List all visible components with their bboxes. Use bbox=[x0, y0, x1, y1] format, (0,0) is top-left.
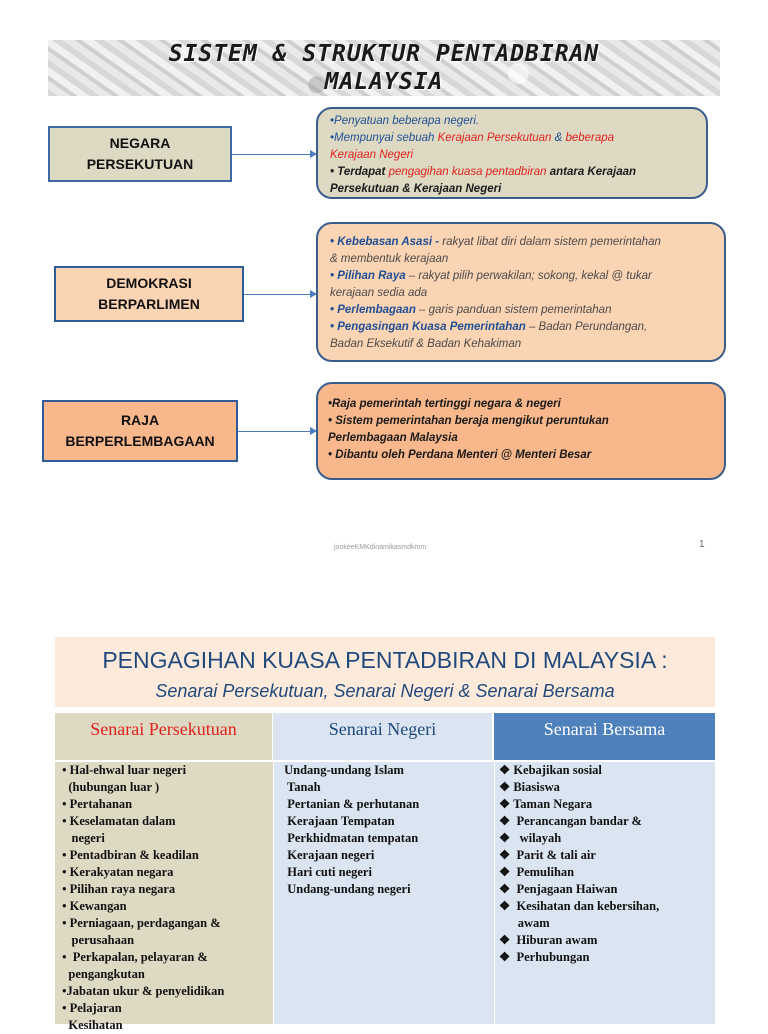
list-item: ❖ Kesihatan dan kebersihan, bbox=[499, 899, 660, 913]
list-item: ❖ Perancangan bandar & bbox=[499, 814, 642, 828]
list-item: Hari cuti negeri bbox=[281, 865, 372, 879]
slide-title-line1: SISTEM & STRUKTUR PENTADBIRAN bbox=[168, 41, 600, 67]
list-item: • Perniagaan, perdagangan & bbox=[59, 916, 221, 930]
box-label: BERPERLEMBAGAAN bbox=[65, 433, 215, 449]
list-item: ❖ wilayah bbox=[499, 831, 562, 845]
desc-line: Persekutuan & Kerajaan Negeri bbox=[330, 183, 502, 195]
page-number: 1 bbox=[699, 539, 705, 550]
list-item: negeri bbox=[59, 831, 105, 845]
list-item: ❖ Perhubungan bbox=[499, 950, 590, 964]
column-list-negeri bbox=[274, 762, 494, 1024]
description-demokrasi-berparlimen bbox=[316, 222, 726, 362]
footer-note: jookeeKMKdinamikasmdkmm bbox=[334, 544, 427, 551]
box-label: DEMOKRASI bbox=[106, 275, 192, 291]
column-list-bersama bbox=[495, 762, 715, 1024]
box-negara-persekutuan bbox=[48, 126, 232, 182]
box-raja-berperlembagaan bbox=[42, 400, 238, 462]
list-item: Perkhidmatan tempatan bbox=[281, 831, 419, 845]
list-item: ❖ Hiburan awam bbox=[499, 933, 598, 947]
list-item: perusahaan bbox=[59, 933, 135, 947]
column-header-persekutuan: Senarai Persekutuan bbox=[55, 713, 273, 760]
desc-line: • Dibantu oleh Perdana Menteri @ Menteri Besar bbox=[328, 449, 592, 461]
column-header-negeri: Senarai Negeri bbox=[273, 713, 493, 760]
desc-line: Kerajaan Negeri bbox=[330, 149, 414, 161]
list-item: Undang-undang negeri bbox=[281, 882, 411, 896]
list-item: Undang-undang Islam bbox=[281, 763, 404, 777]
desc-line: •Raja pemerintah tertinggi negara & negeri bbox=[328, 398, 561, 410]
description-negara-persekutuan bbox=[316, 107, 708, 199]
list-item: (hubungan luar ) bbox=[59, 780, 160, 794]
slide2-header bbox=[55, 637, 715, 707]
list-item: Pertanian & perhutanan bbox=[281, 797, 420, 811]
column-list-persekutuan bbox=[55, 762, 273, 1032]
list-item: Kesihatan bbox=[59, 1018, 123, 1032]
list-item: •Jabatan ukur & penyelidikan bbox=[59, 984, 225, 998]
desc-line: & membentuk kerajaan bbox=[330, 253, 449, 265]
desc-line: Perlembagaan Malaysia bbox=[328, 432, 458, 444]
list-item: Tanah bbox=[281, 780, 321, 794]
slide2-title: PENGAGIHAN KUASA PENTADBIRAN DI MALAYSIA : bbox=[102, 647, 668, 673]
list-item: ❖ Biasiswa bbox=[499, 780, 560, 794]
list-item: ❖ Taman Negara bbox=[499, 797, 593, 811]
list-item: • Kerakyatan negara bbox=[59, 865, 174, 879]
list-item: • Hal-ehwal luar negeri bbox=[59, 763, 187, 777]
desc-line: • Pilihan Raya – rakyat pilih perwakilan; sokong, kekal @ tukar bbox=[330, 270, 652, 282]
list-item: Kerajaan negeri bbox=[281, 848, 375, 862]
list-item: • Kewangan bbox=[59, 899, 127, 913]
desc-line: •Penyatuan beberapa negeri. bbox=[330, 115, 480, 127]
box-demokrasi-berparlimen bbox=[54, 266, 244, 322]
list-item: • Pentadbiran & keadilan bbox=[59, 848, 199, 862]
arrow-connector bbox=[244, 294, 316, 295]
desc-line: •Mempunyai sebuah Kerajaan Persekutuan & beberapa bbox=[330, 132, 615, 144]
arrow-connector bbox=[238, 431, 316, 432]
desc-line: • Sistem pemerintahan beraja mengikut peruntukan bbox=[328, 415, 609, 427]
list-item: awam bbox=[499, 916, 550, 930]
box-label: NEGARA bbox=[109, 135, 171, 151]
arrow-connector bbox=[232, 154, 316, 155]
slide2-subtitle: Senarai Persekutuan, Senarai Negeri & Senarai Bersama bbox=[155, 681, 615, 701]
desc-line: Badan Eksekutif & Badan Kehakiman bbox=[330, 338, 522, 350]
list-item: • Pertahanan bbox=[59, 797, 133, 811]
box-label: PERSEKUTUAN bbox=[86, 156, 194, 172]
list-item: pengangkutan bbox=[59, 967, 145, 981]
list-item: ❖ Pemulihan bbox=[499, 865, 575, 879]
list-item: • Pilihan raya negara bbox=[59, 882, 176, 896]
list-item: Kerajaan Tempatan bbox=[281, 814, 395, 828]
box-label: RAJA bbox=[120, 412, 160, 428]
list-item: ❖ Parit & tali air bbox=[499, 848, 596, 862]
list-item: ❖ Penjagaan Haiwan bbox=[499, 882, 618, 896]
title-banner bbox=[48, 40, 720, 96]
list-item: • Pelajaran bbox=[59, 1001, 122, 1015]
desc-line: kerajaan sedia ada bbox=[330, 287, 428, 299]
list-item: • Keselamatan dalam bbox=[59, 814, 176, 828]
description-raja-berperlembagaan bbox=[316, 382, 726, 480]
desc-line: • Terdapat pengagihan kuasa pentadbiran antara Kerajaan bbox=[330, 166, 637, 178]
desc-line: • Kebebasan Asasi - rakyat libat diri dalam sistem pemerintahan bbox=[330, 236, 661, 248]
desc-line: • Perlembagaan – garis panduan sistem pemerintahan bbox=[330, 304, 612, 316]
slide-title-line2: MALAYSIA bbox=[324, 69, 444, 95]
list-item: ❖ Kebajikan sosial bbox=[499, 763, 602, 777]
list-item: • Perkapalan, pelayaran & bbox=[59, 950, 208, 964]
desc-line: • Pengasingan Kuasa Pemerintahan – Badan Perundangan, bbox=[330, 321, 648, 333]
box-label: BERPARLIMEN bbox=[98, 296, 200, 312]
column-header-bersama: Senarai Bersama bbox=[494, 713, 715, 760]
